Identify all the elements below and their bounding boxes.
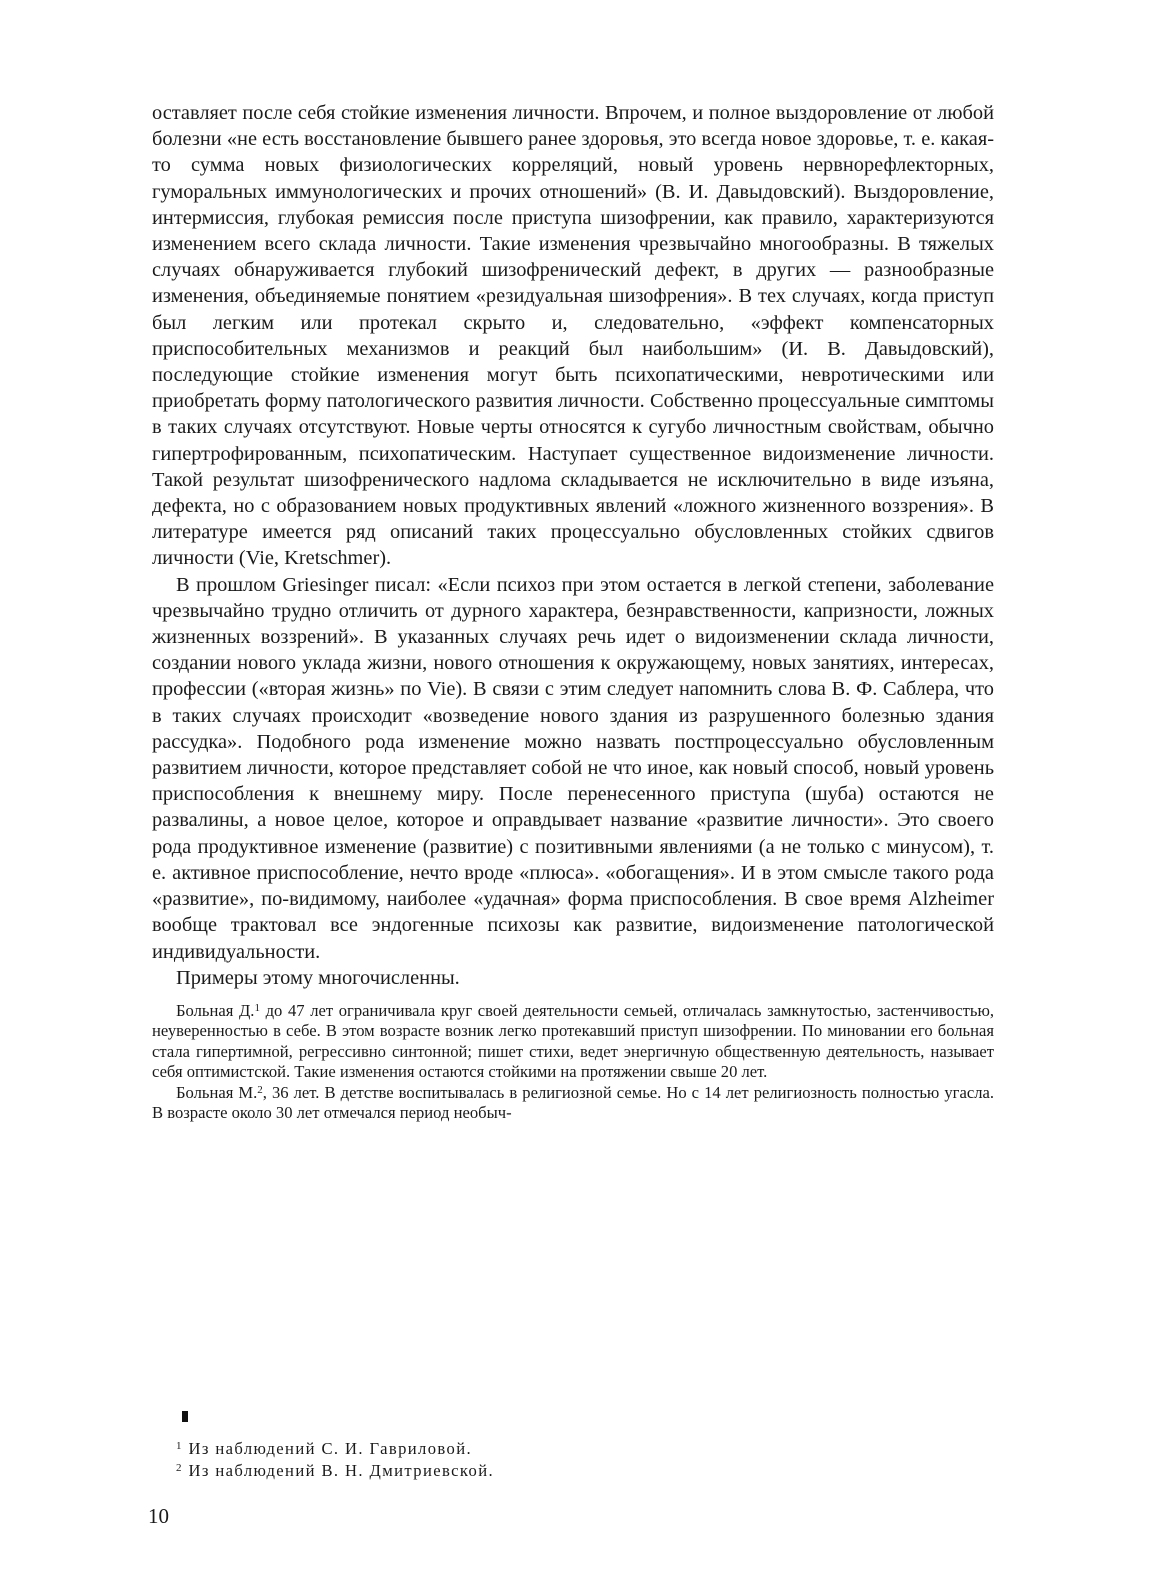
case-2-footnote-ref: 2 — [257, 1083, 263, 1096]
footnote-1-number: 1 — [176, 1440, 183, 1452]
footnote-1-text: Из наблюдений С. И. Гавриловой. — [182, 1439, 473, 1458]
case-1-footnote-ref: 1 — [254, 1001, 260, 1014]
case-2 — [152, 1083, 994, 1124]
case-2-text: , 36 лет. В детстве воспитывалась в религиозной семье. Но с 14 лет религиозность полностью угасла. В возрасте около 30 лет отмечался период необыч- — [152, 1082, 994, 1122]
paragraph-3: Примеры этому многочисленны. — [176, 966, 460, 989]
page-number: 10 — [148, 1504, 169, 1528]
case-descriptions — [152, 1001, 994, 1123]
main-text — [152, 100, 994, 991]
case-2-lead: Больная М. — [176, 1082, 258, 1102]
footnote-2 — [176, 1460, 976, 1482]
footnote-1 — [176, 1438, 976, 1460]
footnote-2-text: Из наблюдений В. Н. Дмитриевской. — [182, 1461, 495, 1480]
case-1 — [152, 1001, 994, 1083]
paragraph-2: В прошлом Griesinger писал: «Если психоз при этом остается в легкой степени, заболевание чрезвычайно трудно отличить от дурного характера, безнравственности, капризности, ложных жизненных воззрений». В указанных случаях речь идет о видоизменении склада личности, создании нового уклада жизни, нового отношения к окружающему, новых занятиях, интересах, профессии («вторая жизнь» по Vie). В связи с этим следует напомнить слова В. Ф. Саблера, что в таких случаях происходит «возведение нового здания из разрушенного болезнью здания рассудка». Подобного рода изменение можно назвать постпроцессуально обусловленным развитием личности, которое представляет собой не что иное, как новый способ, новый уровень приспособления к внешнему миру. После перенесенного приступа (шуба) остаются не развалины, а новое целое, которое и оправдывает название «развитие личности». Это своего рода продуктивное изменение (развитие) с позитивными явлениями (а не только с минусом), т. е. активное приспособление, нечто вроде «плюса». «обогащения». И в этом смысле такого рода «развитие», по-видимому, наиболее «удачная» форма приспособления. В свое время Alzheimer вообще трактовал все эндогенные психозы как развитие, видоизменение патологической индивидуальности. — [152, 573, 994, 963]
paragraph-1: оставляет после себя стойкие изменения личности. Впрочем, и полное выздоровление от любой болезни «не есть восстановление бывшего ранее здоровья, это всегда новое здоровье, т. е. какая-то сумма новых физиологических корреляций, новый уровень нервнорефлекторных, гуморальных иммунологических и прочих отношений» (В. И. Давыдовский). Выздоровление, интермиссия, глубокая ремиссия после приступа шизофрении, как правило, характеризуются изменением всего склада личности. Такие изменения чрезвычайно многообразны. В тяжелых случаях обнаруживается глубокий шизофренический дефект, в других — разнообразные изменения, объединяемые понятием «резидуальная шизофрения». В тех случаях, когда приступ был легким или протекал скрыто и, следовательно, «эффект компенсаторных приспособительных механизмов и реакций был наибольшим» (И. В. Давыдовский), последующие стойкие изменения могут быть психопатическими, невротическими или приобретать форму патологического развития личности. Собственно процессуальные симптомы в таких случаях отсутствуют. Новые черты относятся к сугубо личностным свойствам, обычно гипертрофированным, психопатическим. Наступает существенное видоизменение личности. Такой результат шизофренического надлома складывается не исключительно в виде изъяна, дефекта, но с образованием новых продуктивных явлений «ложного жизненного воззрения». В литературе имеется ряд описаний таких процессуально обусловленных стойких сдвигов личности (Vie, Kretschmer). — [152, 102, 994, 570]
page-body — [152, 100, 994, 1123]
print-mark — [182, 1411, 188, 1422]
case-1-text: до 47 лет ограничивала круг своей деятельности семьей, отличалась замкнутостью, застенчивостью, неуверенностью в себе. В этом возрасте возник легко протекавший приступ шизофрении. По миновании его больная стала гипертимной, регрессивно синтонной; пишет стихи, ведет энергичную общественную деятельность, называет себя оптимистской. Такие изменения остаются стойкими на протяжении свыше 20 лет. — [152, 1000, 995, 1082]
case-1-lead: Больная Д. — [176, 1000, 255, 1020]
footnote-2-number: 2 — [176, 1462, 183, 1474]
footnotes — [176, 1438, 976, 1482]
